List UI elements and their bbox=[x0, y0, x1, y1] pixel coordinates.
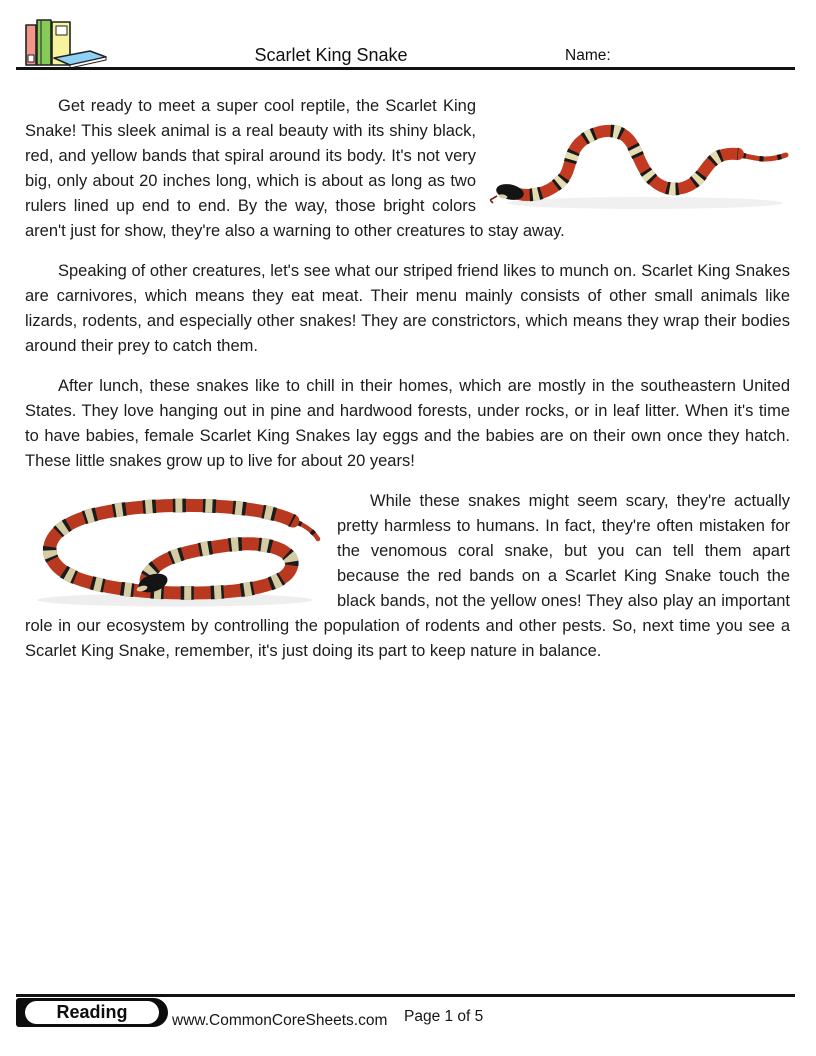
reading-passage bbox=[25, 94, 790, 679]
website-url: www.CommonCoreSheets.com bbox=[172, 1012, 388, 1029]
books-stack-icon bbox=[18, 12, 110, 70]
scarlet-king-snake-slithering-photo bbox=[490, 100, 790, 212]
scarlet-king-snake-coiled-photo bbox=[25, 491, 321, 609]
footer-divider bbox=[16, 994, 795, 997]
header-divider bbox=[16, 67, 795, 70]
page-title: Scarlet King Snake bbox=[254, 45, 408, 65]
page-indicator: Page 1 of 5 bbox=[404, 1008, 484, 1025]
name-label: Name: bbox=[565, 47, 611, 64]
category-badge-label: Reading bbox=[25, 1001, 159, 1024]
paragraph-2: Speaking of other creatures, let's see what our striped friend likes to munch on. Scarlet King Snakes are carnivores, which means they eat meat. Their menu mainly consists of other small animals like lizards, rodents, and especially other snakes! They are constrictors, which means they wrap their bodies around their prey to catch them. bbox=[25, 262, 790, 355]
category-badge bbox=[16, 998, 168, 1027]
paragraph-3: After lunch, these snakes like to chill in their homes, which are mostly in the southeastern United States. They love hanging out in pine and hardwood forests, under rocks, or in leaf litter. When it's time to have babies, female Scarlet King Snakes lay eggs and the babies are on their own once they hatch. These little snakes grow up to live for about 20 years! bbox=[25, 377, 790, 470]
paragraph-1: Get ready to meet a super cool reptile, the Scarlet King Snake! This sleek animal is a real beauty with its shiny black, red, and yellow bands that spiral around its body. It's not very big, only about 20 inches long, which is about as long as two rulers lined up end to end. By the way, those bright colors aren't just for show, they're also a warning to other creatures to stay away. bbox=[25, 97, 565, 240]
paragraph-4: While these snakes might seem scary, they're actually pretty harmless to humans. In fact, they're often mistaken for the venomous coral snake, but you can tell them apart because the red bands on a Scarlet King Snake touch the black bands, not the yellow ones! They also play an important role in our ecosystem by controlling the population of rodents and other pests. So, next time you see a Scarlet King Snake, remember, it's just doing its part to keep nature in balance. bbox=[25, 492, 790, 660]
